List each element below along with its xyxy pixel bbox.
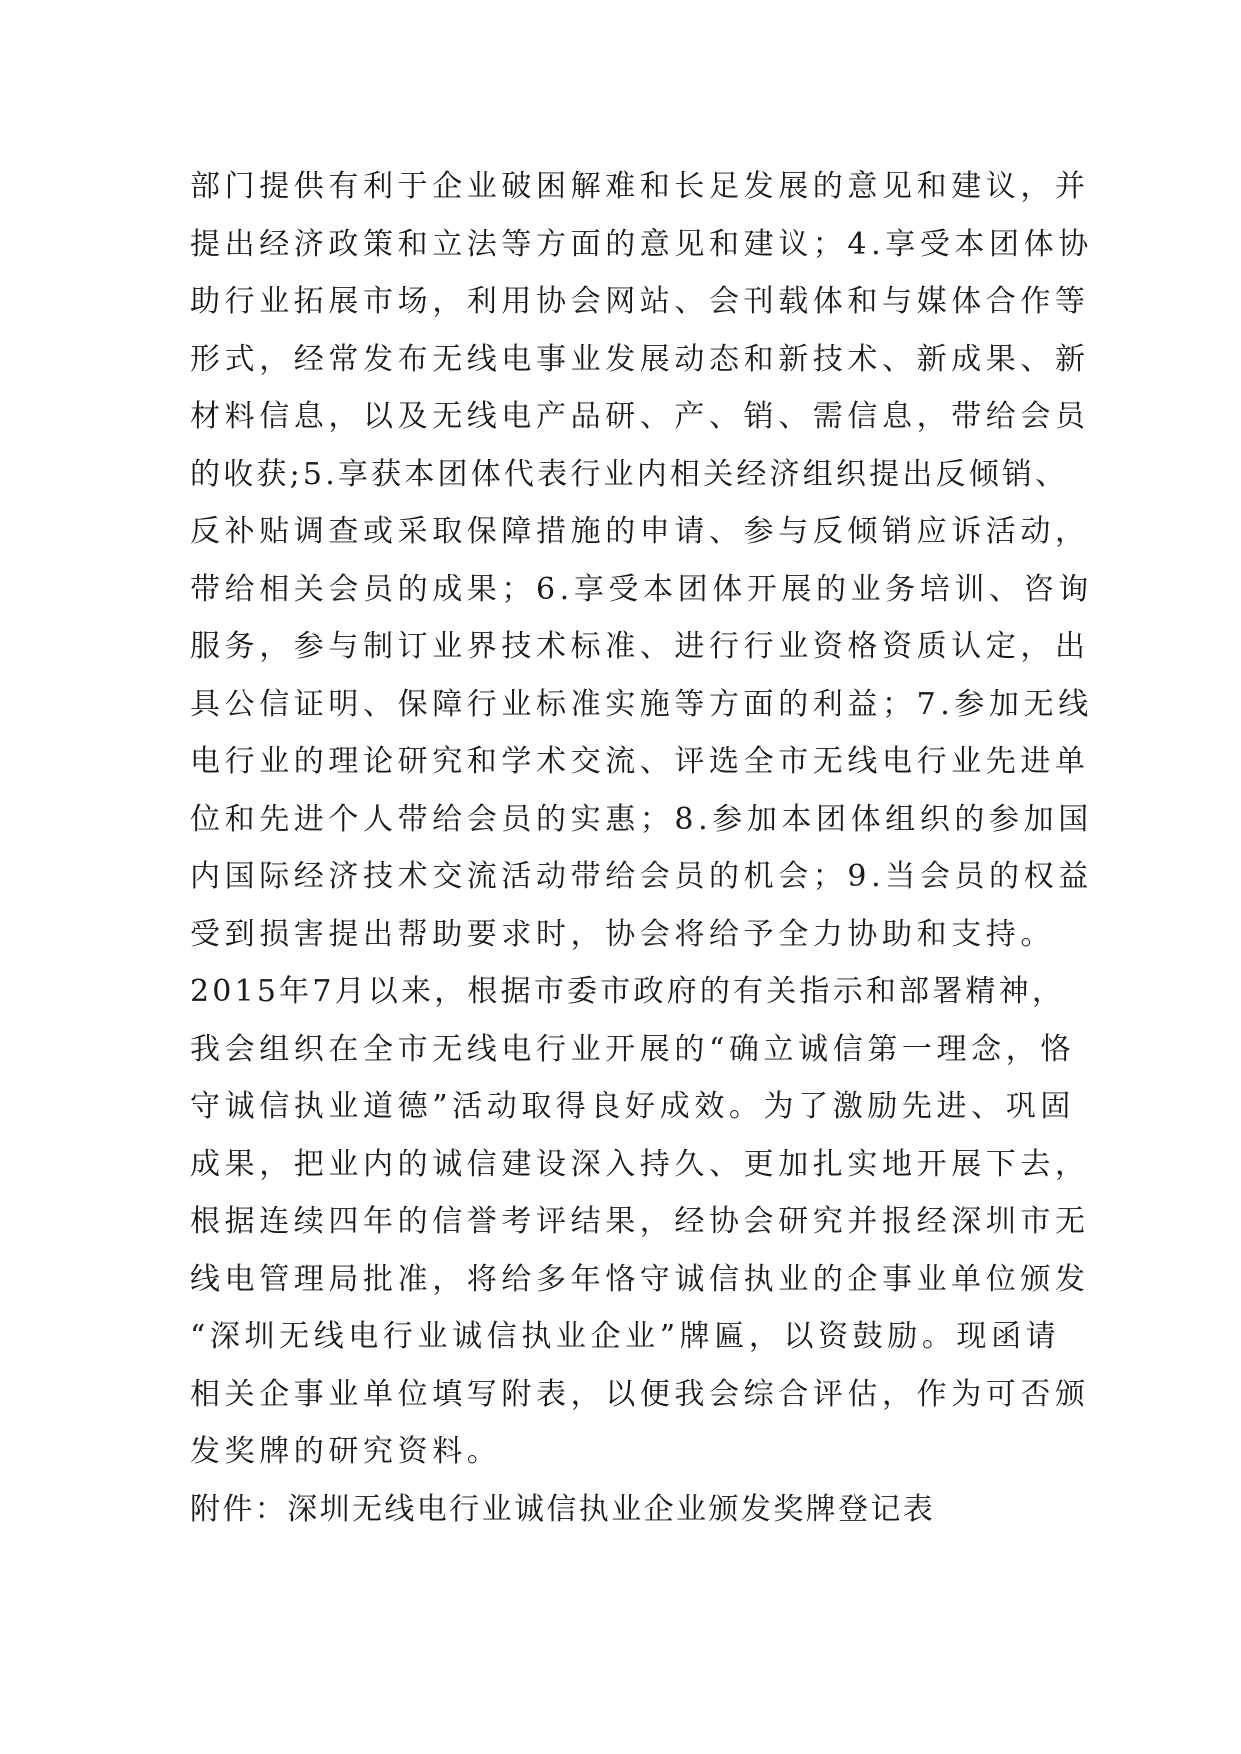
body-line: 电行业的理论研究和学术交流、评选全市无线电行业先进单 [190, 744, 1090, 779]
body-line: 服务，参与制订业界技术标准、进行行业资格资质认定，出 [190, 629, 1090, 664]
body-line: 根据连续四年的信誉考评结果，经协会研究并报经深圳市无 [190, 1204, 1090, 1239]
body-line: 具公信证明、保障行业标准实施等方面的利益；7.参加无线 [190, 686, 1093, 722]
body-line: 受到损害提出帮助要求时，协会将给予全力协助和支持。 [190, 916, 1055, 952]
body-line: 助行业拓展市场，利用协会网站、会刊载体和与媒体合作等 [190, 284, 1090, 319]
body-line: 材料信息，以及无线电产品研、产、销、需信息，带给会员 [190, 399, 1090, 434]
body-line: 成果，把业内的诚信建设深入持久、更加扎实地开展下去， [190, 1146, 1090, 1182]
body-line: 位和先进个人带给会员的实惠；8.参加本团体组织的参加国 [190, 801, 1093, 837]
body-line: 我会组织在全市无线电行业开展的“确立诚信第一理念，恪 [190, 1031, 1075, 1067]
body-line: 发奖牌的研究资料。 [190, 1434, 502, 1469]
body-line: 的收获;5.享获本团体代表行业内相关经济组织提出反倾销、 [190, 456, 1069, 492]
body-line: 内国际经济技术交流活动带给会员的机会；9.当会员的权益 [190, 859, 1093, 894]
body-line: “深圳无线电行业诚信执业企业”牌匾，以资鼓励。现函请 [190, 1319, 1061, 1354]
body-line: 2015年7月以来，根据市委市政府的有关指示和部署精神， [190, 974, 1066, 1009]
body-line: 提出经济政策和立法等方面的意见和建议；4.享受本团体协 [190, 226, 1093, 262]
body-line: 守诚信执业道德”活动取得良好成效。为了激励先进、巩固 [190, 1089, 1075, 1124]
body-line: 部门提供有利于企业破困解难和长足发展的意见和建议，并 [190, 169, 1090, 204]
body-line: 带给相关会员的成果；6.享受本团体开展的业务培训、咨询 [190, 571, 1093, 607]
body-line: 相关企事业单位填写附表，以便我会综合评估，作为可否颁 [190, 1376, 1090, 1412]
body-line: 形式，经常发布无线电事业发展动态和新技术、新成果、新 [190, 341, 1090, 377]
attachment-line: 附件：深圳无线电行业诚信执业企业颁发奖牌登记表 [190, 1491, 936, 1527]
document-body [190, 158, 1093, 1538]
body-line: 线电管理局批准，将给多年恪守诚信执业的企事业单位颁发 [190, 1261, 1090, 1297]
body-line: 反补贴调查或采取保障措施的申请、参与反倾销应诉活动， [190, 514, 1090, 549]
